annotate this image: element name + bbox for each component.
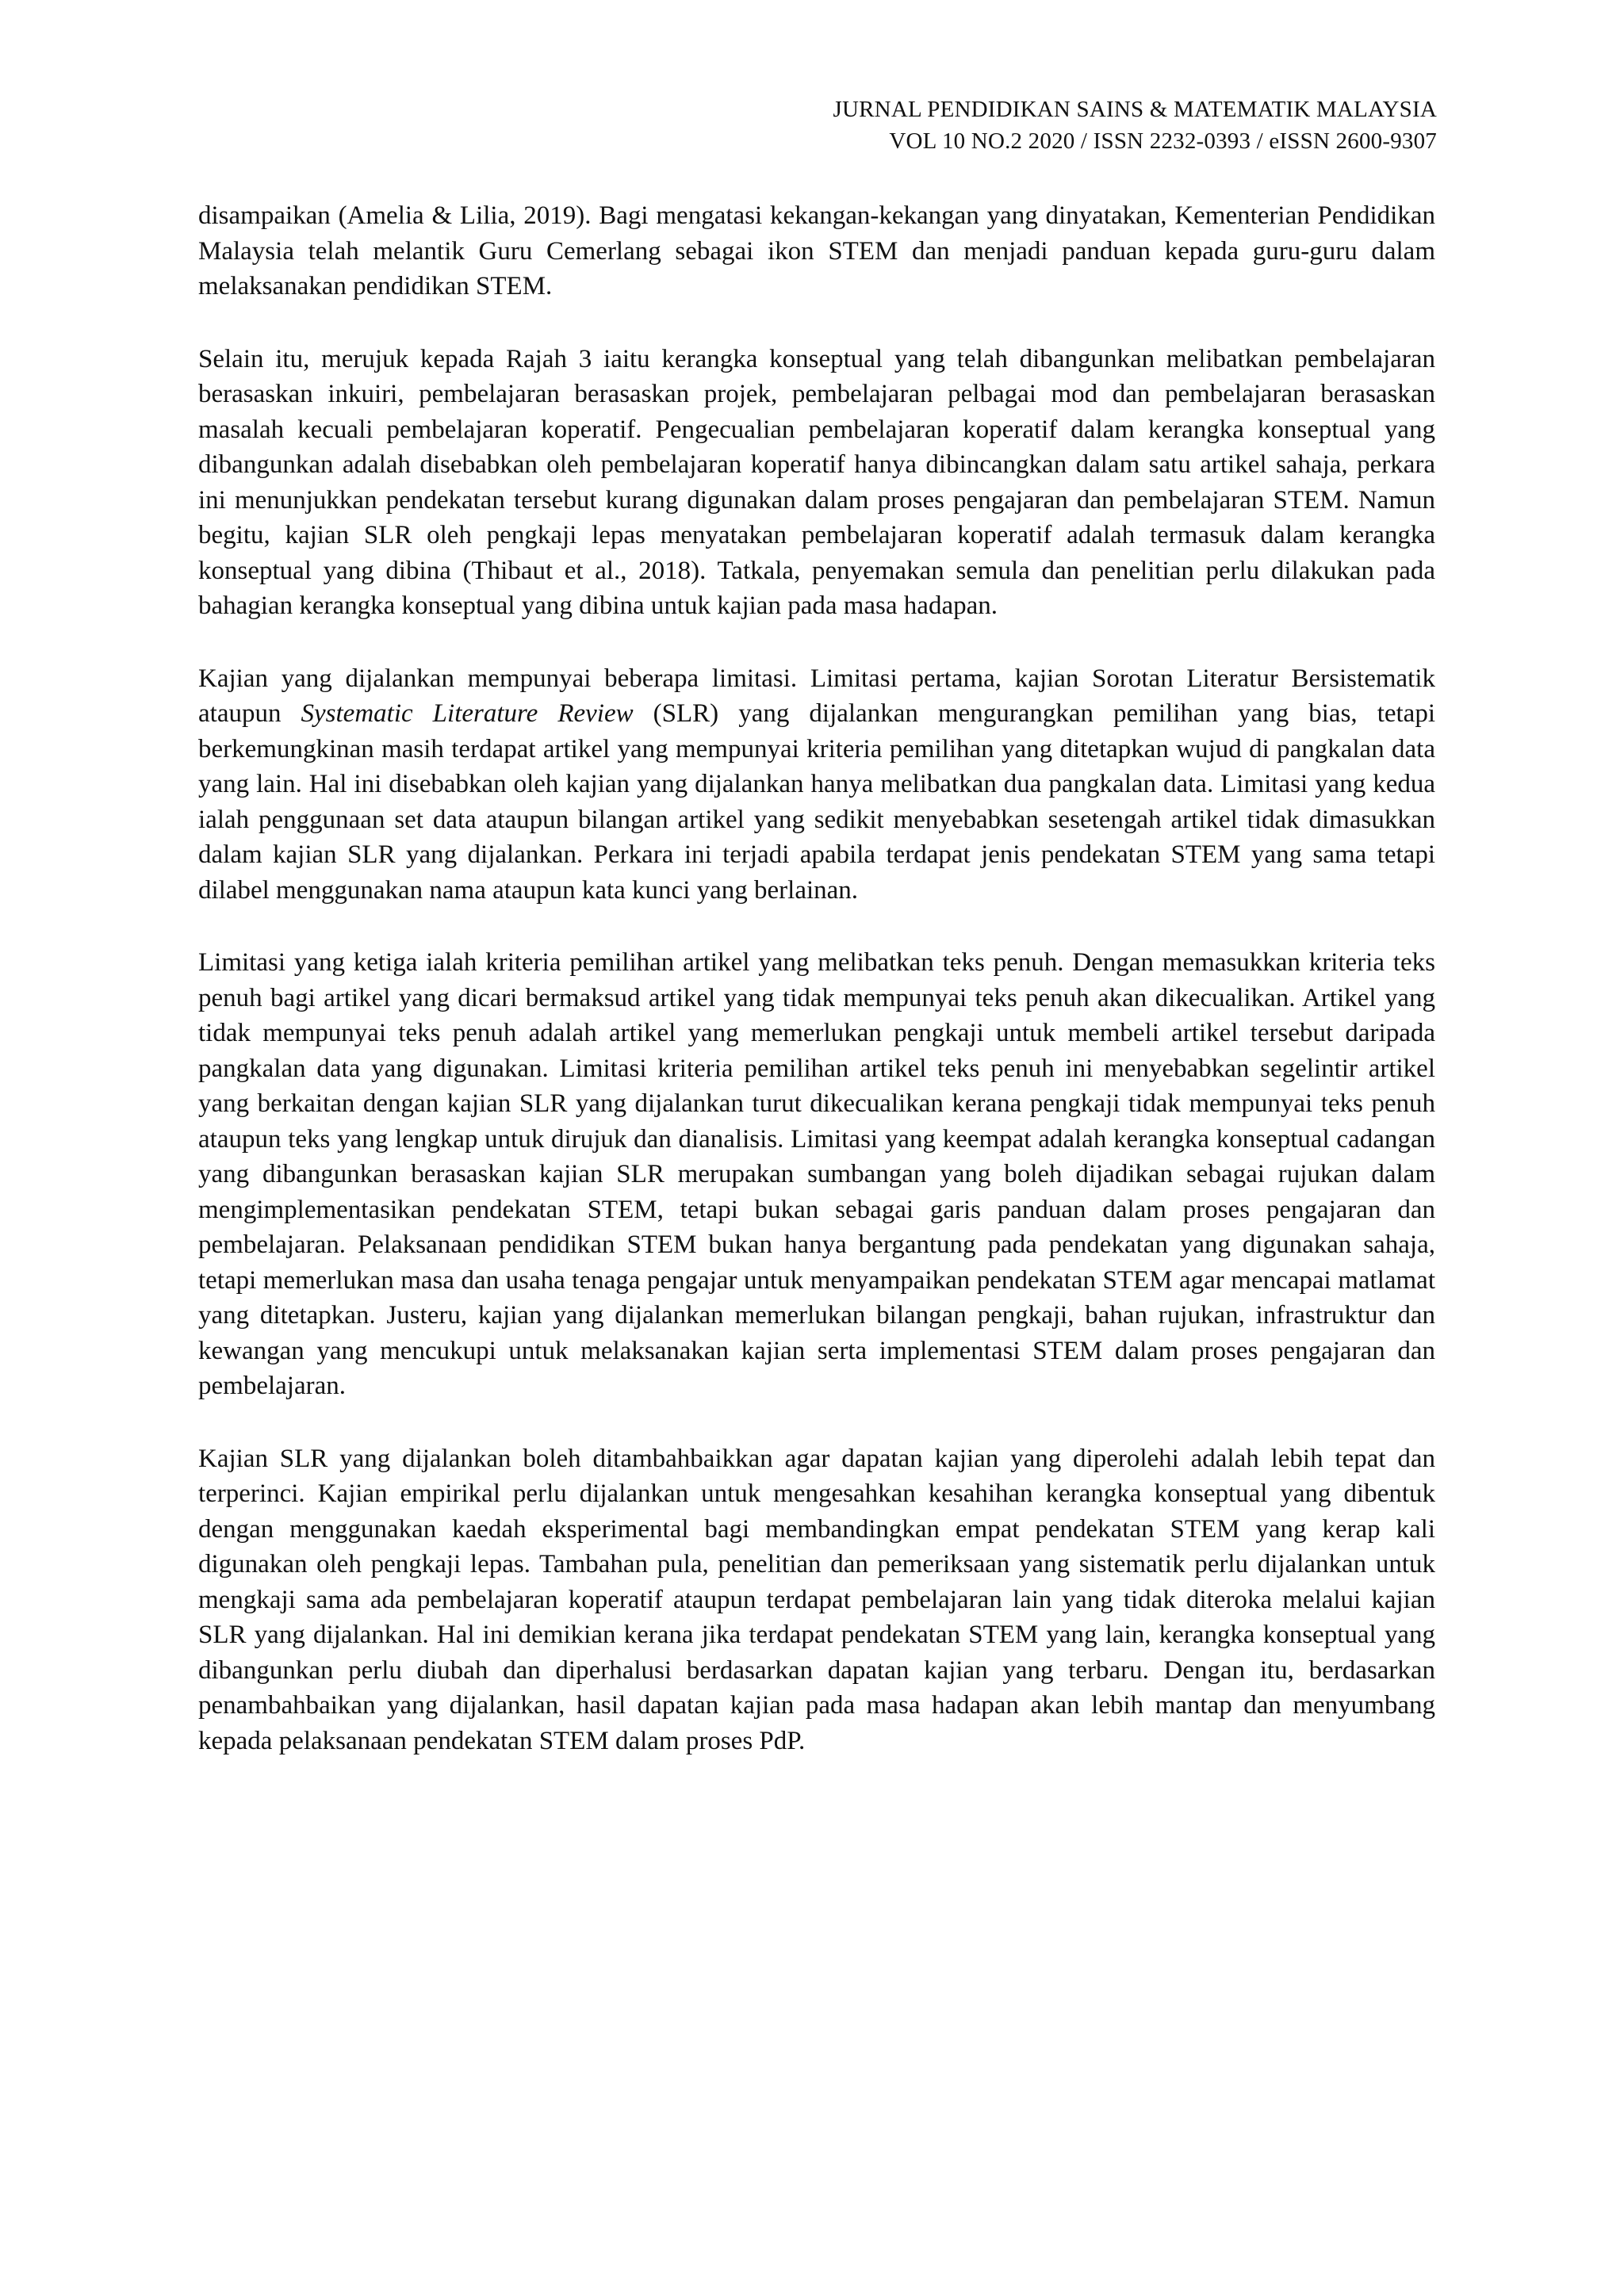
paragraph-3-text-a: Kajian yang dijalankan mempunyai beberapa limitasi. Limitasi pertama, kajian Sorotan Literatur Bersistematik ataupun — [198, 664, 1435, 728]
paragraph-4: Limitasi yang ketiga ialah kriteria pemilihan artikel yang melibatkan teks penuh. Dengan memasukkan kriteria teks penuh bagi artikel yang dicari bermaksud artikel yang tidak mempunyai teks penuh akan dikecualikan. Artikel yang tidak mempunyai teks penuh adalah artikel yang memerlukan pengkaji untuk membeli artikel tersebut daripada pangkalan data yang digunakan. Limitasi kriteria pemilihan artikel teks penuh ini menyebabkan segelintir artikel yang berkaitan dengan kajian SLR yang dijalankan turut dikecualikan kerana pengkaji tidak mempunyai teks penuh ataupun teks yang lengkap untuk dirujuk dan dianalisis. Limitasi yang keempat adalah kerangka konseptual cadangan yang dibangunkan berasaskan kajian SLR merupakan sumbangan yang boleh dijadikan sebagai rujukan dalam mengimplementasikan pendekatan STEM, tetapi bukan sebagai garis panduan dalam proses pengajaran dan pembelajaran. Pelaksanaan pendidikan STEM bukan hanya bergantung pada pendekatan yang digunakan sahaja, tetapi memerlukan masa dan usaha tenaga pengajar untuk menyampaikan pendekatan STEM agar mencapai matlamat yang ditetapkan. Justeru, kajian yang dijalankan memerlukan bilangan pengkaji, bahan rujukan, infrastruktur dan kewangan yang mencukupi untuk melaksanakan kajian serta implementasi STEM dalam proses pengajaran dan pembelajaran. — [198, 948, 1435, 1400]
paragraph-3-italic-term: Systematic Literature Review — [301, 699, 634, 728]
running-header — [833, 94, 1437, 157]
journal-volume-issn: VOL 10 NO.2 2020 / ISSN 2232-0393 / eISSN 2600-9307 — [889, 128, 1437, 154]
paragraph-2: Selain itu, merujuk kepada Rajah 3 iaitu kerangka konseptual yang telah dibangunkan melibatkan pembelajaran berasaskan inkuiri, pembelajaran berasaskan projek, pembelajaran pelbagai mod dan pembelajaran berasaskan masalah kecuali pembelajaran koperatif. Pengecualian pembelajaran koperatif dalam kerangka konseptual yang dibangunkan adalah disebabkan oleh pembelajaran koperatif hanya dibincangkan dalam satu artikel sahaja, perkara ini menunjukkan pendekatan tersebut kurang digunakan dalam proses pengajaran dan pembelajaran STEM. Namun begitu, kajian SLR oleh pengkaji lepas menyatakan pembelajaran koperatif adalah termasuk dalam kerangka konseptual yang dibina (Thibaut et al., 2018). Tatkala, penyemakan semula dan penelitian perlu dilakukan pada bahagian kerangka konseptual yang dibina untuk kajian pada masa hadapan. — [198, 344, 1435, 620]
paragraph-3 — [198, 661, 1435, 909]
paragraph-5: Kajian SLR yang dijalankan boleh ditambahbaikkan agar dapatan kajian yang diperolehi adalah lebih tepat dan terperinci. Kajian empirikal perlu dijalankan untuk mengesahkan kesahihan kerangka konseptual yang dibentuk dengan menggunakan kaedah eksperimental bagi membandingkan empat pendekatan STEM yang kerap kali digunakan oleh pengkaji lepas. Tambahan pula, penelitian dan pemeriksaan yang sistematik perlu dijalankan untuk mengkaji sama ada pembelajaran koperatif ataupun terdapat pembelajaran lain yang tidak diteroka melalui kajian SLR yang dijalankan. Hal ini demikian kerana jika terdapat pendekatan STEM yang lain, kerangka konseptual yang dibangunkan perlu diubah dan diperhalusi berdasarkan dapatan kajian yang terbaru. Dengan itu, berdasarkan penambahbaikan yang dijalankan, hasil dapatan kajian pada masa hadapan akan lebih mantap dan menyumbang kepada pelaksanaan pendekatan STEM dalam proses PdP. — [198, 1444, 1435, 1755]
body-text — [198, 198, 1435, 1796]
paragraph-1: disampaikan (Amelia & Lilia, 2019). Bagi mengatasi kekangan-kekangan yang dinyatakan, Kementerian Pendidikan Malaysia telah melantik Guru Cemerlang sebagai ikon STEM dan menjadi panduan kepada guru-guru dalam melaksanakan pendidikan STEM. — [198, 201, 1435, 300]
journal-title: JURNAL PENDIDIKAN SAINS & MATEMATIK MALAYSIA — [833, 97, 1437, 122]
paragraph-3-text-b: (SLR) yang dijalankan mengurangkan pemilihan yang bias, tetapi berkemungkinan masih terdapat artikel yang mempunyai kriteria pemilihan yang ditetapkan wujud di pangkalan data yang lain. Hal ini disebabkan oleh kajian yang dijalankan hanya melibatkan dua pangkalan data. Limitasi yang kedua ialah penggunaan set data ataupun bilangan artikel yang sedikit menyebabkan sesetengah artikel tidak dimasukkan dalam kajian SLR yang dijalankan. Perkara ini terjadi apabila terdapat jenis pendekatan STEM yang sama tetapi dilabel menggunakan nama ataupun kata kunci yang berlainan. — [198, 699, 1436, 905]
